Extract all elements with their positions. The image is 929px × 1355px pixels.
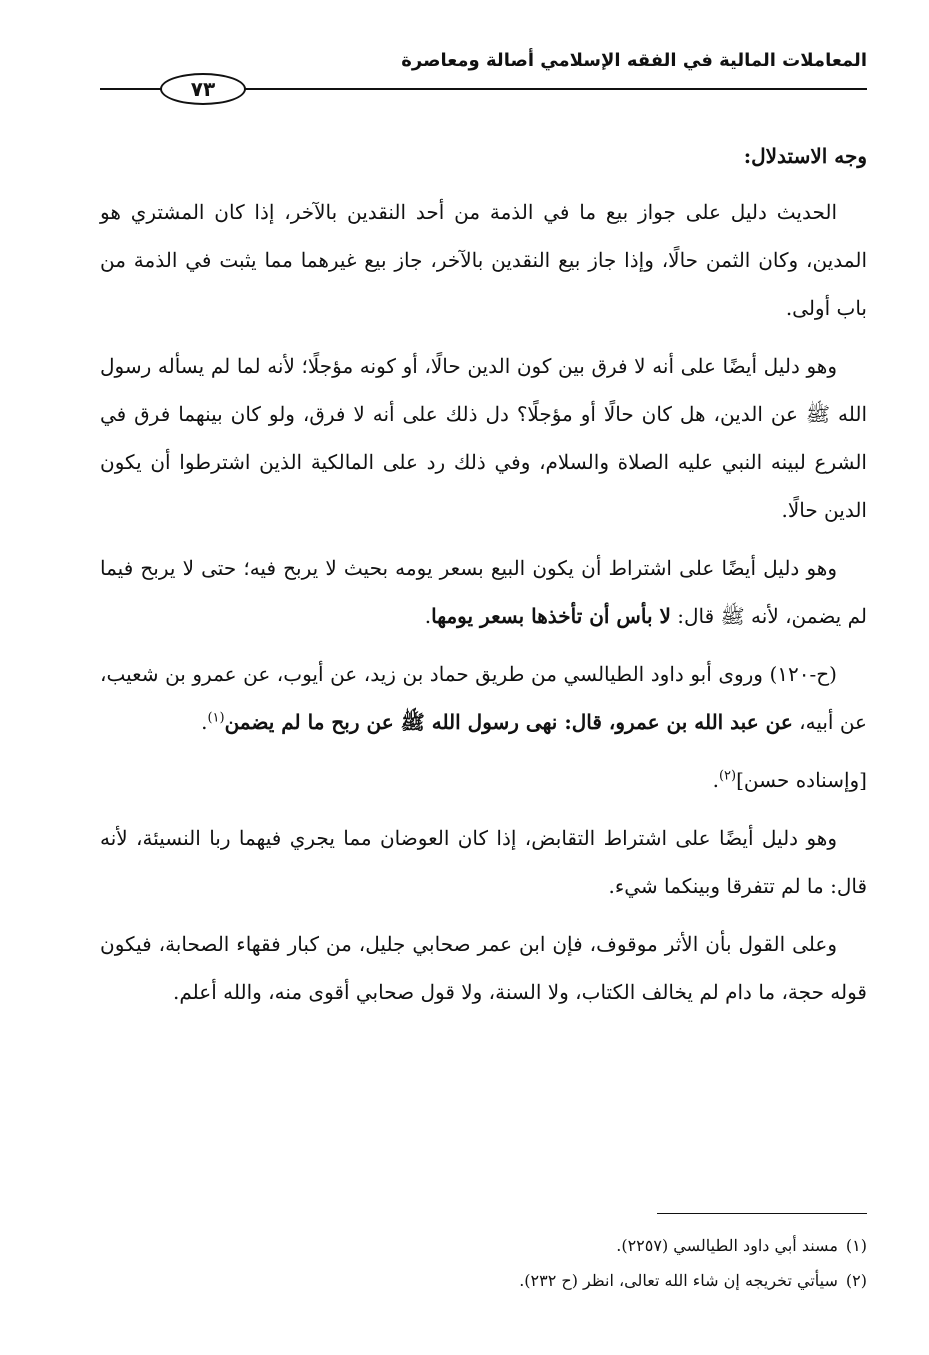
paragraph-6: وهو دليل أيضًا على اشتراط التقابض، إذا كان العوضان مما يجري فيهما ربا النسيئة، لأنه قال: ما لم تتفرقا وبينكما شيء. xyxy=(100,826,867,898)
paragraph-7: وعلى القول بأن الأثر موقوف، فإن ابن عمر صحابي جليل، من كبار فقهاء الصحابة، فيكون قوله حجة، ما دام لم يخالف الكتاب، ولا السنة، ولا قول صحابي أقوى منه، والله أعلم. xyxy=(100,932,867,1004)
footnote-separator xyxy=(657,1213,867,1214)
page-header xyxy=(100,48,867,101)
paragraph-5-end: . xyxy=(712,768,719,792)
paragraph-4-end: . xyxy=(201,710,208,734)
footnote-1 xyxy=(100,1228,867,1263)
main-text xyxy=(100,132,867,1026)
footnote-2-number: (٢) xyxy=(845,1271,867,1290)
hadith-quote: لا بأس أن تأخذها بسعر يومها xyxy=(431,604,671,628)
paragraph-5 xyxy=(100,756,867,804)
footnote-2-text: سيأتي تخريجه إن شاء الله تعالى، انظر (ح ٢٣٢). xyxy=(519,1271,838,1290)
footnote-1-number: (١) xyxy=(845,1236,867,1255)
section-heading: وجه الاستدلال: xyxy=(743,144,867,168)
paragraph-1: الحديث دليل على جواز بيع ما في الذمة من أحد النقدين بالآخر، إذا كان المشتري هو المدين، وكان الثمن حالًا، وإذا جاز بيع النقدين بالآخر، جاز بيع غيرهما مما يثبت في الذمة من باب أولى. xyxy=(100,200,867,320)
paragraph-3-text: وهو دليل أيضًا على اشتراط أن يكون البيع بسعر يومه بحيث لا يربح فيه؛ حتى لا يربح فيما لم يضمن، لأنه ﷺ قال: xyxy=(100,556,867,628)
footnote-1-text: مسند أبي داود الطيالسي (٢٢٥٧). xyxy=(616,1236,838,1255)
hadith-narration: عن عبد الله بن عمرو، قال: نهى رسول الله ﷺ عن ربح ما لم يضمن xyxy=(224,710,793,734)
footnote-marker-1[interactable]: (١) xyxy=(207,710,225,726)
isnad-grading: [وإسناده حسن] xyxy=(736,768,867,792)
paragraph-3-end: . xyxy=(424,604,432,628)
paragraph-2: وهو دليل أيضًا على أنه لا فرق بين كون الدين حالًا، أو كونه مؤجلًا؛ لأنه لما لم يسأله رسول الله ﷺ عن الدين، هل كان حالًا أو مؤجلًا؟ دل ذلك على أنه لا فرق، ولو كان بينهما فرق في الشرع لبينه النبي عليه الصلاة والسلام، وفي ذلك رد على المالكية الذين اشترطوا أن يكون الدين حالًا. xyxy=(100,354,867,522)
footnote-marker-2[interactable]: (٢) xyxy=(718,768,737,784)
paragraph-4-text: (ح-١٢٠) وروى أبو داود الطيالسي من طريق حماد بن زيد، عن أيوب، عن عمرو بن شعيب، عن أبيه، xyxy=(100,662,867,734)
footnotes xyxy=(100,1228,867,1298)
paragraph-4 xyxy=(100,650,867,746)
footnote-2 xyxy=(100,1263,867,1298)
running-title: المعاملات المالية في الفقه الإسلامي أصالة ومعاصرة xyxy=(401,50,867,71)
page-number: ٧٣ xyxy=(160,73,246,105)
paragraph-3 xyxy=(100,544,867,640)
